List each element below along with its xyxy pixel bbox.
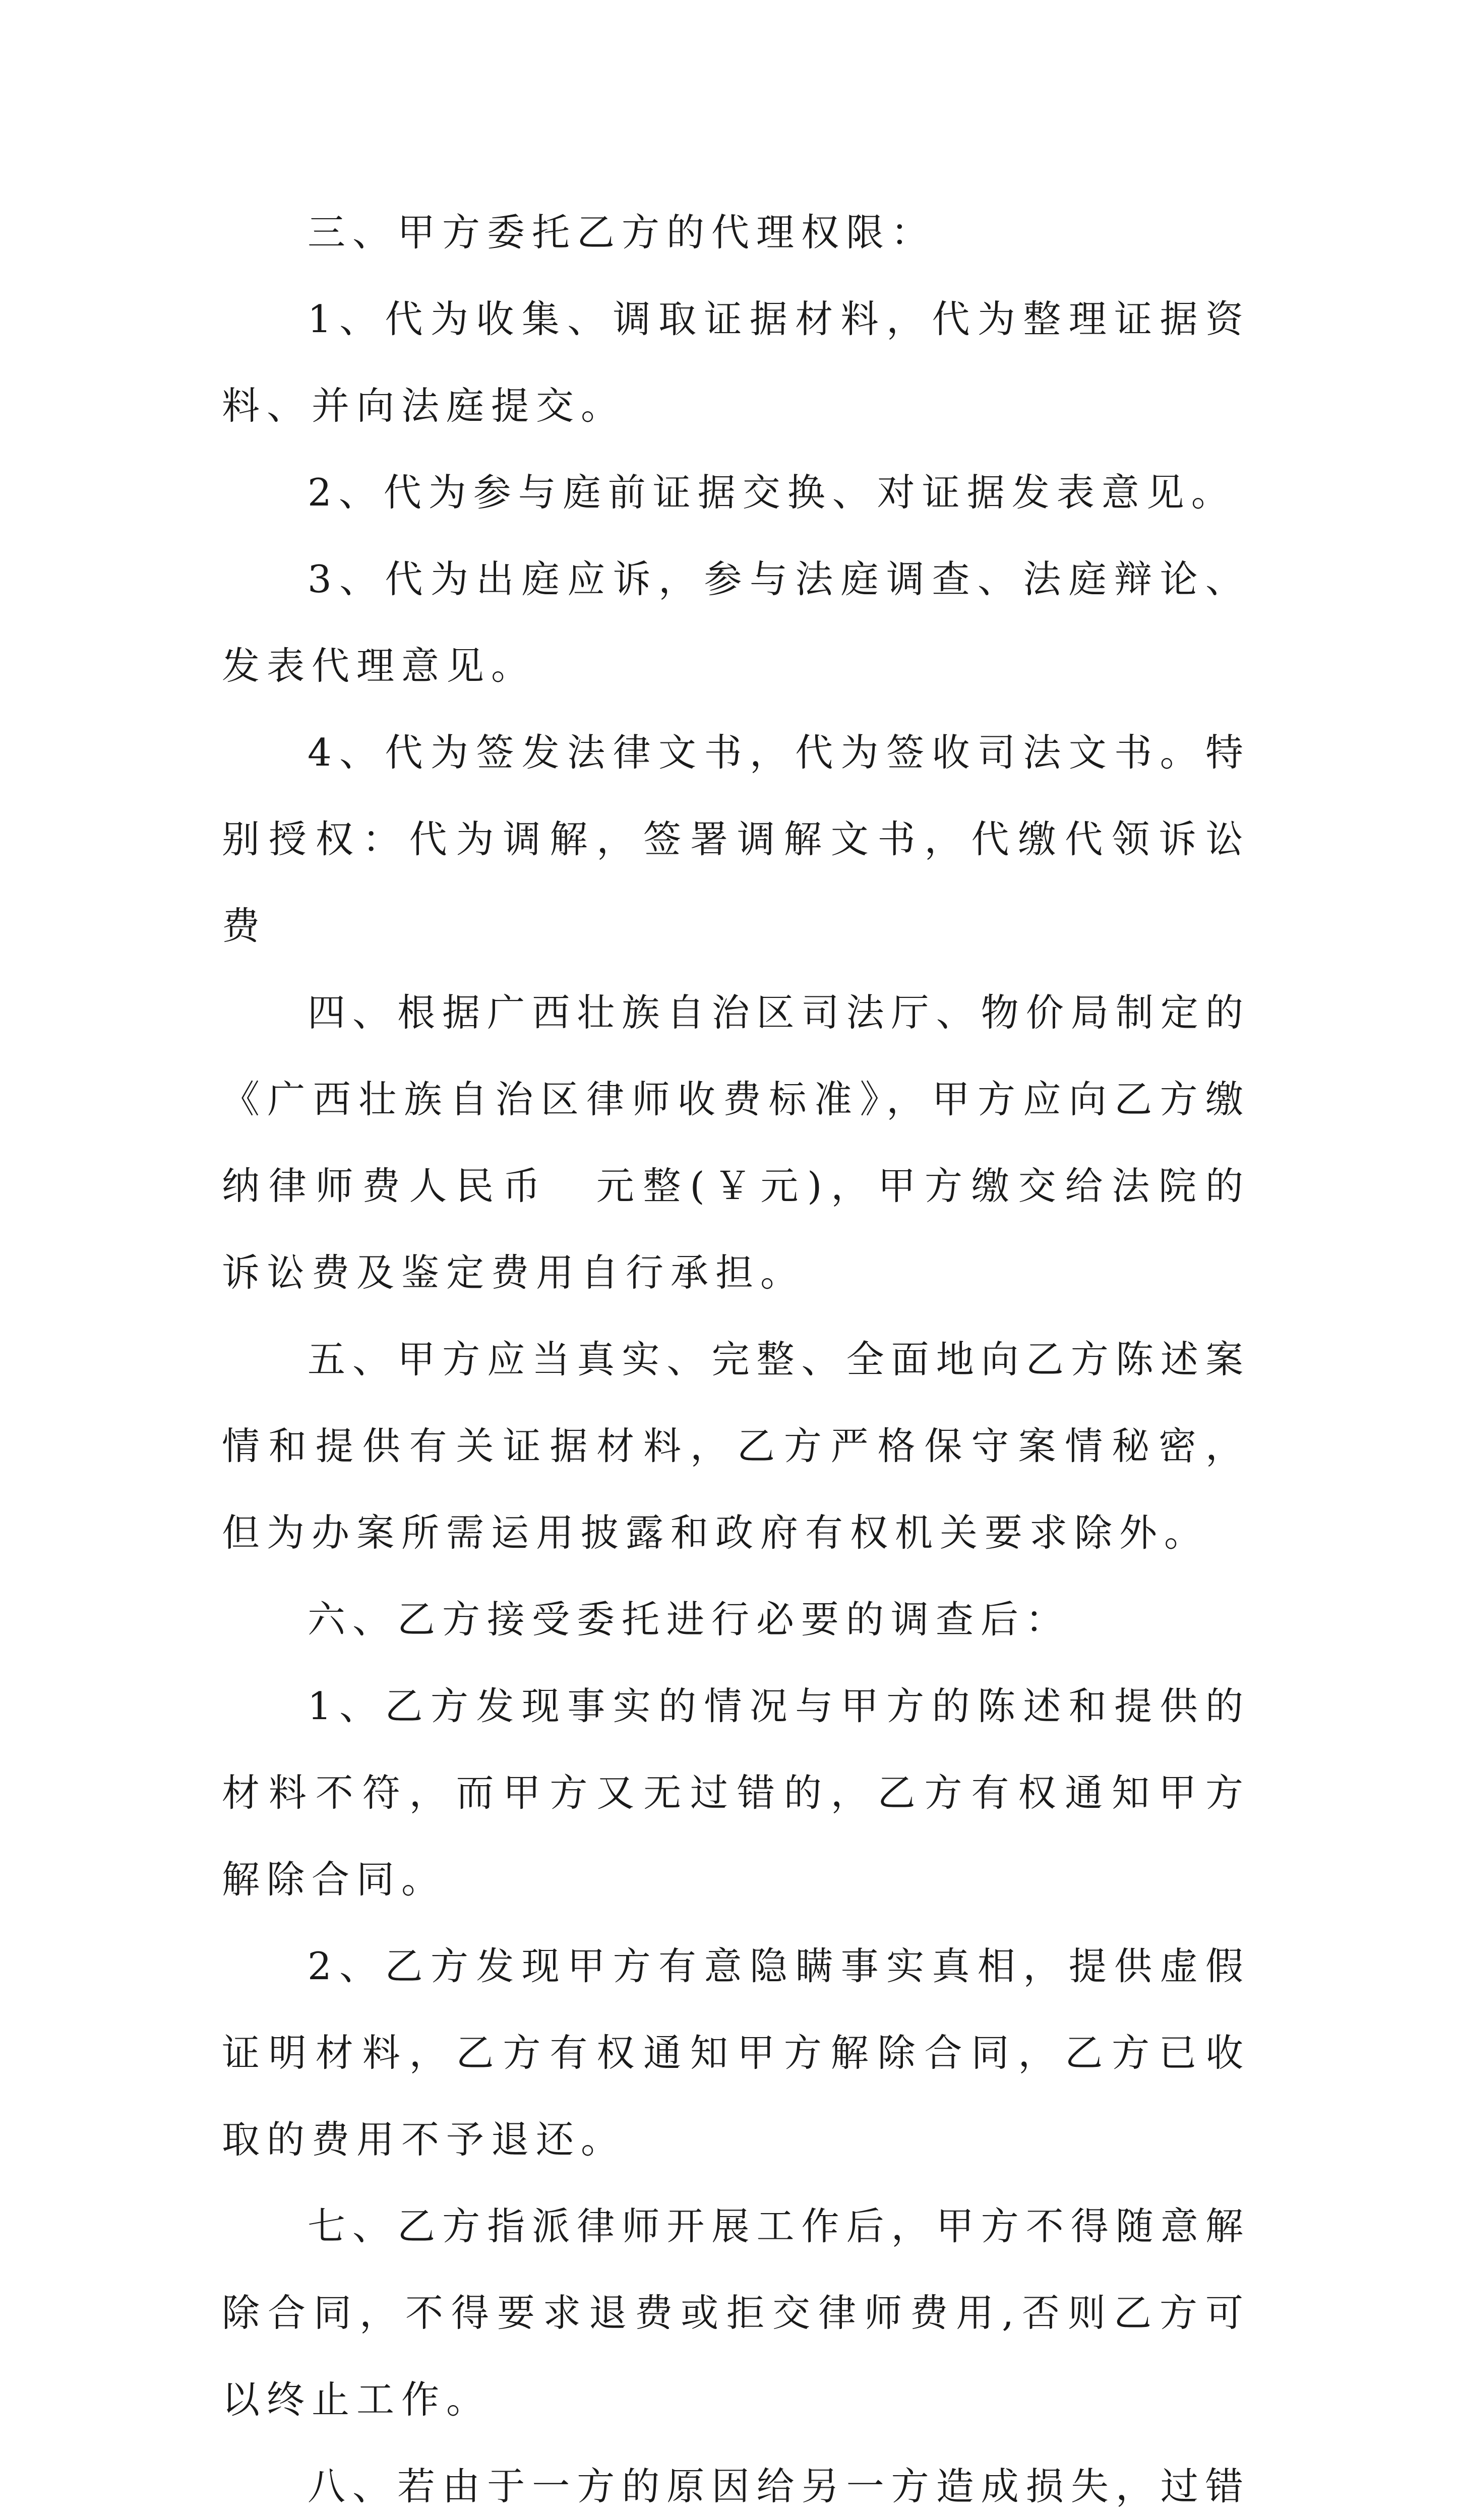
clause-6-1: 1、乙方发现事实的情况与甲方的陈述和提供的材料不符，而甲方又无过错的，乙方有权通知甲方解除合同。 <box>222 1684 1250 1902</box>
section-four: 四、根据广西壮族自治区司法厅、物价局制定的《广西壮族自治区律师收费标准》，甲方应向乙方缴纳律师费人民币 元整(￥元)，甲方缴交给法院的诉讼费及鉴定费用自行承担。 <box>222 990 1250 1295</box>
section-seven: 七、乙方指派律师开展工作后，甲方不得随意解除合同，不得要求退费或拒交律师费用,否则乙方可以终止工作。 <box>222 2204 1250 2422</box>
section-eight: 八、若由于一方的原因给另一方造成损失，过错 <box>308 2464 1250 2508</box>
document-body <box>222 189 1250 2520</box>
section-three-heading: 三、甲方委托乙方的代理权限： <box>308 210 936 255</box>
clause-3-3: 3、代为出庭应诉，参与法庭调查、法庭辩论、发表代理意见。 <box>222 557 1250 688</box>
clause-6-2: 2、乙方发现甲方有意隐瞒事实真相，提供虚假证明材料，乙方有权通知甲方解除合同，乙方已收取的费用不予退还。 <box>222 1944 1250 2162</box>
clause-3-2: 2、代为参与庭前证据交换、对证据发表意见。 <box>308 470 1236 515</box>
section-five: 五、甲方应当真实、完整、全面地向乙方陈述案情和提供有关证据材料，乙方严格保守案情秘密，但为办案所需运用披露和政府有权机关要求除外。 <box>222 1337 1250 1555</box>
clause-3-1: 1、代为收集、调取证据材料，代为整理证据资料、并向法庭提交。 <box>222 297 1250 428</box>
section-six-heading: 六、乙方接受委托进行必要的调查后： <box>308 1597 1071 1642</box>
clause-3-4: 4、代为签发法律文书，代为签收司法文书。特别授权：代为调解，签署调解文书，代缴代领诉讼费 <box>222 730 1250 948</box>
